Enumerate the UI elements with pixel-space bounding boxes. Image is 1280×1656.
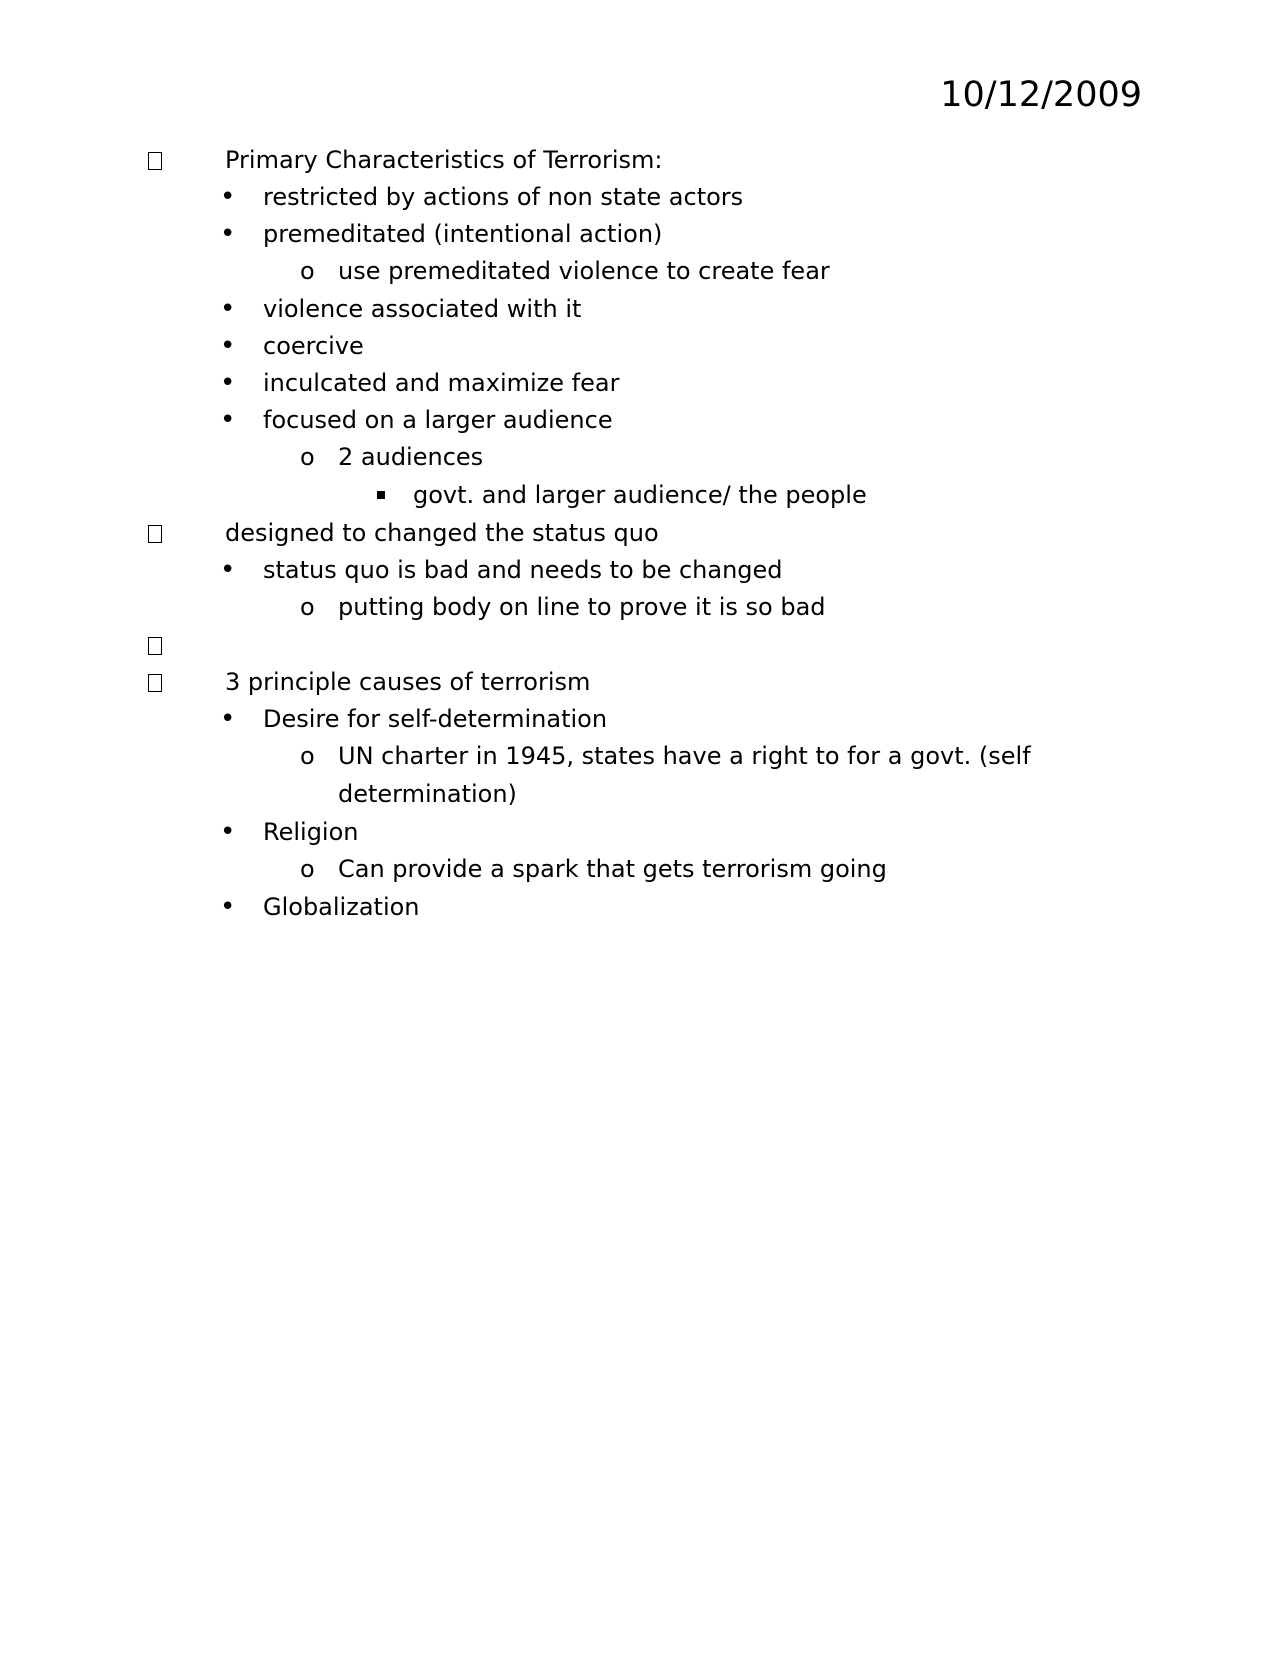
list-item-text: use premeditated violence to create fear bbox=[338, 257, 830, 285]
circle-bullet-icon: o bbox=[300, 855, 315, 883]
list-item-text: focused on a larger audience bbox=[263, 406, 613, 434]
bullet-icon: • bbox=[220, 219, 236, 249]
list-item-text: coercive bbox=[263, 332, 364, 360]
date-header: 10/12/2009 bbox=[940, 75, 1142, 115]
bullet-icon: • bbox=[220, 555, 236, 585]
bullet-icon: • bbox=[220, 294, 236, 324]
list-item-text: Can provide a spark that gets terrorism going bbox=[338, 855, 887, 883]
list-item-text: 2 audiences bbox=[338, 443, 484, 471]
list-item-text: premeditated (intentional action) bbox=[263, 220, 663, 248]
missing-glyph-icon bbox=[148, 525, 162, 543]
bullet-icon: • bbox=[220, 704, 236, 734]
list-item-text: violence associated with it bbox=[263, 295, 582, 323]
list-item-text: UN charter in 1945, states have a right to for a govt. (self bbox=[338, 742, 1031, 770]
list-item-text: inculcated and maximize fear bbox=[263, 369, 620, 397]
bullet-icon: • bbox=[220, 368, 236, 398]
bullet-icon: • bbox=[220, 817, 236, 847]
bullet-icon: • bbox=[220, 405, 236, 435]
bullet-icon: • bbox=[220, 892, 236, 922]
list-item-text: restricted by actions of non state actors bbox=[263, 183, 744, 211]
missing-glyph-icon bbox=[148, 674, 162, 692]
list-item-text: 3 principle causes of terrorism bbox=[225, 668, 591, 696]
circle-bullet-icon: o bbox=[300, 257, 315, 285]
list-item-text: Primary Characteristics of Terrorism: bbox=[225, 146, 663, 174]
list-item-text: determination) bbox=[338, 780, 517, 808]
circle-bullet-icon: o bbox=[300, 443, 315, 471]
missing-glyph-icon bbox=[148, 152, 162, 170]
list-item-text: designed to changed the status quo bbox=[225, 519, 659, 547]
list-item-text: putting body on line to prove it is so bad bbox=[338, 593, 826, 621]
missing-glyph-icon bbox=[148, 637, 162, 655]
list-item-text: Desire for self-determination bbox=[263, 705, 608, 733]
list-item-text: govt. and larger audience/ the people bbox=[413, 481, 867, 509]
list-item-text: Globalization bbox=[263, 893, 420, 921]
square-bullet-icon bbox=[377, 491, 385, 499]
bullet-icon: • bbox=[220, 182, 236, 212]
list-item-text: Religion bbox=[263, 818, 359, 846]
list-item-text: status quo is bad and needs to be changed bbox=[263, 556, 783, 584]
circle-bullet-icon: o bbox=[300, 593, 315, 621]
bullet-icon: • bbox=[220, 331, 236, 361]
circle-bullet-icon: o bbox=[300, 742, 315, 770]
